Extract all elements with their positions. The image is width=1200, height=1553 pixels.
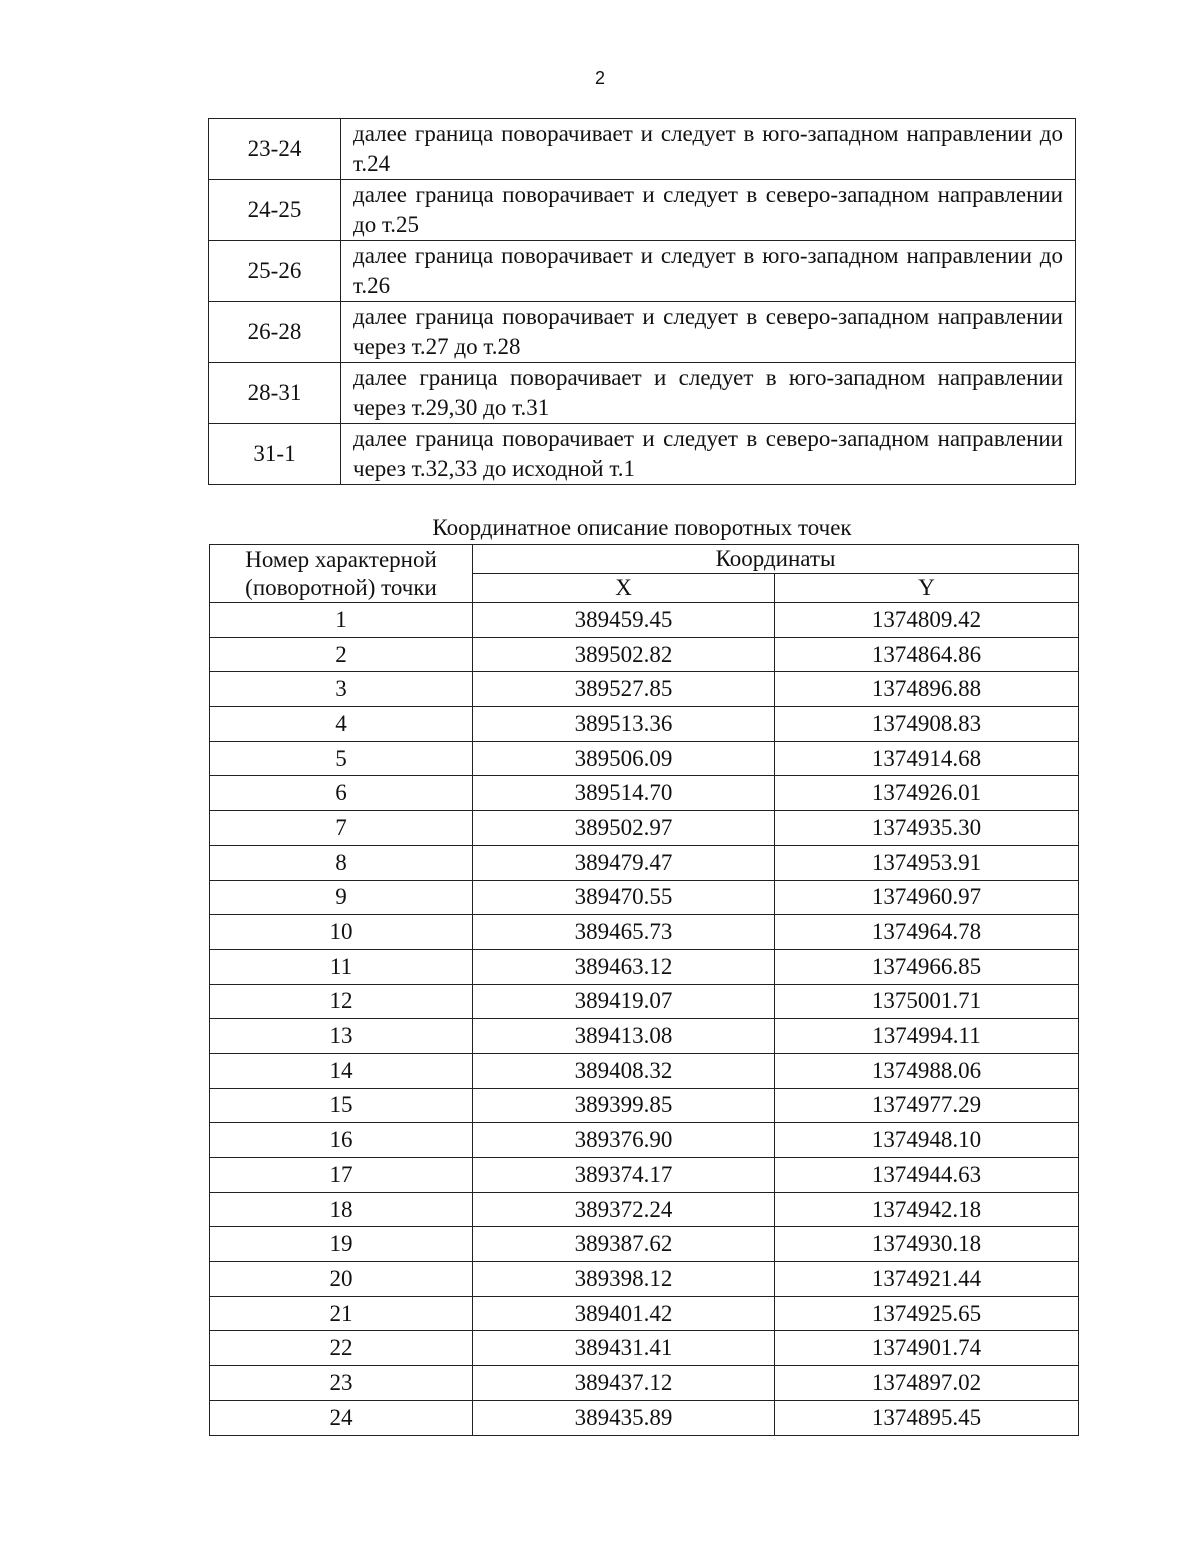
coordinate-row xyxy=(210,1366,1079,1401)
point-number: 14 xyxy=(210,1053,473,1088)
x-coordinate: 389470.55 xyxy=(473,880,775,915)
coordinate-row xyxy=(210,1053,1079,1088)
segment-label: 25-26 xyxy=(209,241,341,302)
point-number-header-line2: (поворотной) точки xyxy=(245,574,437,600)
route-row xyxy=(209,241,1076,302)
y-coordinate: 1374960.97 xyxy=(775,880,1079,915)
x-coordinate: 389463.12 xyxy=(473,949,775,984)
coordinate-row xyxy=(210,1123,1079,1158)
y-coordinate: 1374953.91 xyxy=(775,845,1079,880)
y-coordinate: 1374908.83 xyxy=(775,707,1079,742)
coordinates-title: Координатное описание поворотных точек xyxy=(432,515,852,540)
point-number: 23 xyxy=(210,1366,473,1401)
coordinate-row xyxy=(210,1088,1079,1123)
point-number: 6 xyxy=(210,776,473,811)
y-coordinate: 1374925.65 xyxy=(775,1296,1079,1331)
boundary-description-table xyxy=(208,118,1076,485)
x-coordinate: 389513.36 xyxy=(473,707,775,742)
coordinate-row xyxy=(210,880,1079,915)
point-number: 13 xyxy=(210,1019,473,1054)
coordinate-row xyxy=(210,672,1079,707)
coordinate-row xyxy=(210,1400,1079,1435)
y-coordinate: 1374948.10 xyxy=(775,1123,1079,1158)
y-coordinate: 1374896.88 xyxy=(775,672,1079,707)
y-coordinate: 1374988.06 xyxy=(775,1053,1079,1088)
coordinate-row xyxy=(210,1262,1079,1297)
y-coordinate: 1374977.29 xyxy=(775,1088,1079,1123)
boundary-description-body xyxy=(209,119,1076,485)
route-row xyxy=(209,363,1076,424)
x-coordinate: 389527.85 xyxy=(473,672,775,707)
point-number: 5 xyxy=(210,741,473,776)
segment-description: далее граница поворачивает и следует в северо-западном направлении через т.27 до т.28 xyxy=(341,302,1076,363)
x-coordinate: 389502.82 xyxy=(473,637,775,672)
segment-description: далее граница поворачивает и следует в северо-западном направлении до т.25 xyxy=(341,180,1076,241)
point-number: 4 xyxy=(210,707,473,742)
coordinate-row xyxy=(210,1192,1079,1227)
x-coordinate: 389479.47 xyxy=(473,845,775,880)
y-coordinate: 1374809.42 xyxy=(775,603,1079,638)
coordinate-row xyxy=(210,1019,1079,1054)
segment-label: 23-24 xyxy=(209,119,341,180)
point-number: 22 xyxy=(210,1331,473,1366)
coordinate-row xyxy=(210,949,1079,984)
y-coordinate: 1374921.44 xyxy=(775,1262,1079,1297)
segment-description: далее граница поворачивает и следует в юго-западном направлении до т.24 xyxy=(341,119,1076,180)
point-number: 7 xyxy=(210,811,473,846)
x-coordinate: 389376.90 xyxy=(473,1123,775,1158)
point-number-header-line1: Номер характерной xyxy=(245,546,437,572)
x-coordinate: 389435.89 xyxy=(473,1400,775,1435)
segment-description: далее граница поворачивает и следует в северо-западном направлении через т.32,33 до исходной т.1 xyxy=(341,424,1076,485)
coordinate-row xyxy=(210,984,1079,1019)
x-coordinate: 389502.97 xyxy=(473,811,775,846)
coordinate-row xyxy=(210,603,1079,638)
route-row xyxy=(209,119,1076,180)
point-number: 15 xyxy=(210,1088,473,1123)
point-number: 3 xyxy=(210,672,473,707)
point-number: 20 xyxy=(210,1262,473,1297)
y-coordinate: 1374935.30 xyxy=(775,811,1079,846)
x-coordinate: 389374.17 xyxy=(473,1158,775,1193)
coordinates-table-header xyxy=(210,545,1079,603)
y-coordinate: 1374864.86 xyxy=(775,637,1079,672)
x-header: X xyxy=(473,574,775,603)
point-number: 12 xyxy=(210,984,473,1019)
route-row xyxy=(209,302,1076,363)
y-coordinate: 1374966.85 xyxy=(775,949,1079,984)
segment-label: 26-28 xyxy=(209,302,341,363)
segment-description: далее граница поворачивает и следует в юго-западном направлении через т.29,30 до т.31 xyxy=(341,363,1076,424)
route-row xyxy=(209,424,1076,485)
x-coordinate: 389399.85 xyxy=(473,1088,775,1123)
point-number: 11 xyxy=(210,949,473,984)
point-number: 18 xyxy=(210,1192,473,1227)
point-number: 10 xyxy=(210,915,473,950)
coordinate-row xyxy=(210,1158,1079,1193)
x-coordinate: 389398.12 xyxy=(473,1262,775,1297)
x-coordinate: 389401.42 xyxy=(473,1296,775,1331)
coordinate-row xyxy=(210,776,1079,811)
x-coordinate: 389431.41 xyxy=(473,1331,775,1366)
coordinates-table xyxy=(209,544,1079,1436)
point-number: 9 xyxy=(210,880,473,915)
coordinate-row xyxy=(210,637,1079,672)
x-coordinate: 389419.07 xyxy=(473,984,775,1019)
coordinate-row xyxy=(210,915,1079,950)
point-number: 21 xyxy=(210,1296,473,1331)
coordinate-row xyxy=(210,811,1079,846)
coordinate-row xyxy=(210,1331,1079,1366)
x-coordinate: 389387.62 xyxy=(473,1227,775,1262)
segment-label: 24-25 xyxy=(209,180,341,241)
point-number: 2 xyxy=(210,637,473,672)
y-coordinate: 1374901.74 xyxy=(775,1331,1079,1366)
coordinate-row xyxy=(210,741,1079,776)
coordinate-row xyxy=(210,1296,1079,1331)
y-coordinate: 1374926.01 xyxy=(775,776,1079,811)
x-coordinate: 389413.08 xyxy=(473,1019,775,1054)
x-coordinate: 389506.09 xyxy=(473,741,775,776)
y-coordinate: 1374964.78 xyxy=(775,915,1079,950)
page-number: 2 xyxy=(594,68,605,88)
point-number-header xyxy=(210,545,473,603)
x-coordinate: 389437.12 xyxy=(473,1366,775,1401)
x-coordinate: 389408.32 xyxy=(473,1053,775,1088)
y-coordinate: 1374942.18 xyxy=(775,1192,1079,1227)
y-coordinate: 1374914.68 xyxy=(775,741,1079,776)
point-number: 19 xyxy=(210,1227,473,1262)
segment-label: 31-1 xyxy=(209,424,341,485)
point-number: 1 xyxy=(210,603,473,638)
route-row xyxy=(209,180,1076,241)
y-coordinate: 1375001.71 xyxy=(775,984,1079,1019)
y-coordinate: 1374895.45 xyxy=(775,1400,1079,1435)
point-number: 16 xyxy=(210,1123,473,1158)
y-coordinate: 1374944.63 xyxy=(775,1158,1079,1193)
y-coordinate: 1374994.11 xyxy=(775,1019,1079,1054)
coordinates-body xyxy=(210,603,1079,1436)
y-coordinate: 1374897.02 xyxy=(775,1366,1079,1401)
x-coordinate: 389514.70 xyxy=(473,776,775,811)
point-number: 8 xyxy=(210,845,473,880)
point-number: 17 xyxy=(210,1158,473,1193)
point-number: 24 xyxy=(210,1400,473,1435)
segment-description: далее граница поворачивает и следует в юго-западном направлении до т.26 xyxy=(341,241,1076,302)
y-coordinate: 1374930.18 xyxy=(775,1227,1079,1262)
x-coordinate: 389465.73 xyxy=(473,915,775,950)
coordinates-header: Координаты xyxy=(473,545,1079,574)
coordinate-row xyxy=(210,1227,1079,1262)
segment-label: 28-31 xyxy=(209,363,341,424)
coordinate-row xyxy=(210,845,1079,880)
coordinate-row xyxy=(210,707,1079,742)
y-header: Y xyxy=(775,574,1079,603)
x-coordinate: 389372.24 xyxy=(473,1192,775,1227)
x-coordinate: 389459.45 xyxy=(473,603,775,638)
